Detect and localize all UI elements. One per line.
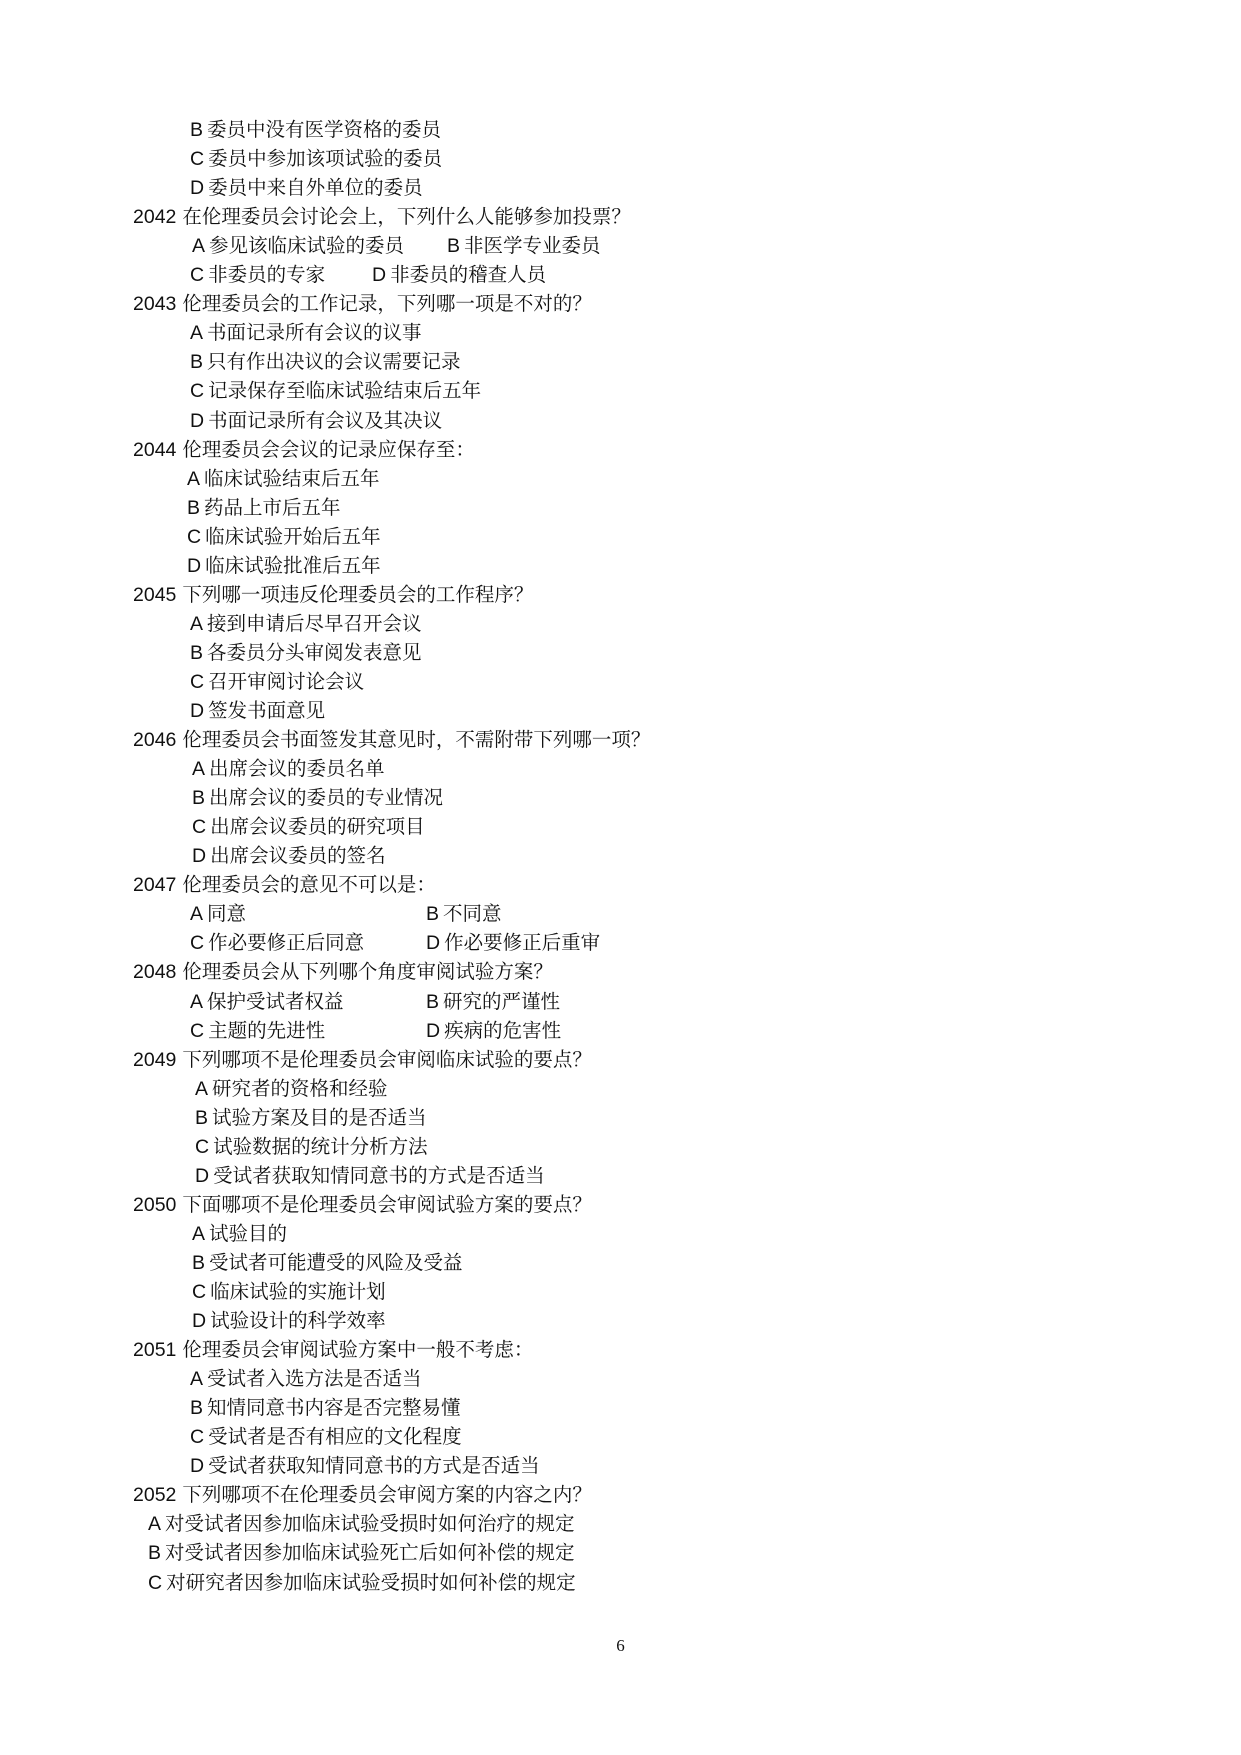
option-text: 只有作出决议的会议需要记录 (207, 350, 461, 373)
option-letter: B (192, 1252, 206, 1274)
option-line (195, 1076, 388, 1102)
option-text: 接到申请后尽早召开会议 (207, 612, 422, 635)
option-text: 非委员的稽查人员 (390, 263, 547, 286)
option-line (190, 1366, 422, 1392)
option-letter: A (192, 758, 206, 780)
option-text: 临床试验批准后五年 (205, 554, 381, 577)
option-text: 疾病的危害性 (444, 1019, 562, 1042)
question-line (133, 1047, 592, 1073)
question-line (133, 959, 553, 985)
option-line (426, 930, 600, 956)
option-letter: B (190, 119, 204, 141)
option-letter: D (372, 264, 387, 286)
option-letter: B (426, 991, 440, 1013)
option-text: 研究的严谨性 (443, 990, 561, 1013)
question-text: 伦理委员会审阅试验方案中一般不考虑： (182, 1338, 534, 1361)
question-line (133, 204, 631, 230)
option-text: 对研究者因参加临床试验受损时如何补偿的规定 (166, 1571, 576, 1594)
option-letter: D (426, 1020, 441, 1042)
option-line (195, 1163, 545, 1189)
option-text: 出席会议的委员名单 (209, 757, 385, 780)
option-text: 作必要修正后同意 (208, 931, 365, 954)
option-letter: B (190, 1397, 204, 1419)
option-text: 非委员的专家 (208, 263, 326, 286)
option-text: 委员中来自外单位的委员 (208, 176, 423, 199)
question-number: 2049 (133, 1049, 177, 1071)
option-text: 受试者可能遭受的风险及受益 (209, 1251, 463, 1274)
option-letter: B (426, 903, 440, 925)
option-text: 参见该临床试验的委员 (209, 234, 405, 257)
question-line (133, 872, 436, 898)
option-line (190, 175, 423, 201)
option-line (190, 378, 481, 404)
option-text: 不同意 (443, 902, 502, 925)
option-text: 作必要修正后重审 (444, 931, 601, 954)
question-line (133, 1337, 533, 1363)
question-text: 下列哪一项违反伦理委员会的工作程序？ (182, 583, 534, 606)
option-line (148, 1511, 575, 1537)
option-line (426, 1018, 561, 1044)
option-line (195, 1105, 427, 1131)
option-letter: C (190, 1020, 205, 1042)
option-text: 临床试验的实施计划 (210, 1280, 386, 1303)
option-line (192, 1308, 386, 1334)
option-text: 试验设计的科学效率 (210, 1309, 386, 1332)
option-text: 记录保存至临床试验结束后五年 (208, 379, 482, 402)
question-number: 2045 (133, 584, 177, 606)
option-line (190, 901, 246, 927)
option-letter: D (190, 410, 205, 432)
option-letter: C (190, 148, 205, 170)
option-text: 同意 (207, 902, 247, 925)
option-letter: D (187, 555, 202, 577)
option-line (187, 524, 381, 550)
option-line (190, 640, 422, 666)
option-line (447, 233, 601, 259)
option-line (190, 989, 344, 1015)
option-line (372, 262, 546, 288)
question-line (133, 291, 592, 317)
option-letter: C (190, 380, 205, 402)
option-line (148, 1570, 576, 1596)
option-text: 药品上市后五年 (204, 496, 341, 519)
option-line (192, 756, 385, 782)
option-line (190, 1453, 540, 1479)
option-text: 知情同意书内容是否完整易懂 (207, 1396, 461, 1419)
option-line (190, 349, 461, 375)
question-text: 伦理委员会的意见不可以是： (182, 873, 436, 896)
option-line (190, 1018, 325, 1044)
question-number: 2046 (133, 729, 177, 751)
option-text: 召开审阅讨论会议 (208, 670, 365, 693)
option-letter: B (195, 1107, 209, 1129)
option-letter: B (192, 787, 206, 809)
option-letter: A (187, 468, 201, 490)
option-text: 受试者获取知情同意书的方式是否适当 (213, 1164, 545, 1187)
option-text: 受试者入选方法是否适当 (207, 1367, 422, 1390)
option-line (190, 320, 422, 346)
question-text: 伦理委员会书面签发其意见时，不需附带下列哪一项？ (182, 728, 651, 751)
option-text: 主题的先进性 (208, 1019, 326, 1042)
option-text: 出席会议的委员的专业情况 (209, 786, 444, 809)
question-number: 2042 (133, 206, 177, 228)
option-letter: B (190, 351, 204, 373)
option-line (195, 1134, 428, 1160)
option-line (190, 262, 325, 288)
option-letter: B (148, 1542, 162, 1564)
option-line (190, 1395, 461, 1421)
question-text: 在伦理委员会讨论会上，下列什么人能够参加投票？ (182, 205, 631, 228)
option-letter: C (187, 526, 202, 548)
option-line (426, 901, 502, 927)
question-text: 伦理委员会的工作记录，下列哪一项是不对的？ (182, 292, 592, 315)
option-letter: A (190, 322, 204, 344)
question-number: 2047 (133, 874, 177, 896)
option-text: 书面记录所有会议的议事 (207, 321, 422, 344)
option-line (190, 698, 325, 724)
option-letter: A (190, 991, 204, 1013)
option-text: 临床试验开始后五年 (205, 525, 381, 548)
option-letter: C (195, 1136, 210, 1158)
option-letter: C (190, 1426, 205, 1448)
option-text: 临床试验结束后五年 (204, 467, 380, 490)
option-line (192, 233, 404, 259)
option-line (190, 1424, 462, 1450)
question-text: 下列哪项不在伦理委员会审阅方案的内容之内？ (182, 1483, 592, 1506)
option-line (190, 611, 422, 637)
option-letter: B (187, 497, 201, 519)
option-text: 非医学专业委员 (464, 234, 601, 257)
option-letter: A (190, 1368, 204, 1390)
option-text: 试验数据的统计分析方法 (213, 1135, 428, 1158)
option-line (187, 495, 341, 521)
question-line (133, 582, 533, 608)
question-line (133, 727, 650, 753)
question-number: 2050 (133, 1194, 177, 1216)
question-line (133, 1482, 592, 1508)
option-line (187, 553, 381, 579)
option-letter: D (190, 700, 205, 722)
option-line (192, 843, 386, 869)
option-text: 签发书面意见 (208, 699, 326, 722)
option-text: 对受试者因参加临床试验受损时如何治疗的规定 (165, 1512, 575, 1535)
option-letter: C (148, 1572, 163, 1594)
option-letter: A (192, 1223, 206, 1245)
option-letter: A (148, 1513, 162, 1535)
question-number: 2051 (133, 1339, 177, 1361)
option-letter: B (190, 642, 204, 664)
question-number: 2044 (133, 439, 177, 461)
option-letter: D (195, 1165, 210, 1187)
option-letter: D (192, 1310, 207, 1332)
option-letter: A (195, 1078, 209, 1100)
option-letter: C (192, 1281, 207, 1303)
option-text: 试验方案及目的是否适当 (212, 1106, 427, 1129)
option-text: 委员中没有医学资格的委员 (207, 118, 442, 141)
option-line (190, 930, 364, 956)
option-line (190, 669, 364, 695)
question-text: 伦理委员会会议的记录应保存至： (182, 438, 475, 461)
option-line (190, 146, 442, 172)
option-letter: B (447, 235, 461, 257)
option-text: 对受试者因参加临床试验死亡后如何补偿的规定 (165, 1541, 575, 1564)
question-text: 伦理委员会从下列哪个角度审阅试验方案？ (182, 960, 553, 983)
option-line (192, 785, 443, 811)
option-letter: D (192, 845, 207, 867)
option-line (192, 1221, 287, 1247)
option-line (426, 989, 560, 1015)
option-line (148, 1540, 575, 1566)
option-line (190, 117, 441, 143)
option-letter: D (190, 1455, 205, 1477)
option-line (190, 408, 442, 434)
option-text: 出席会议委员的签名 (210, 844, 386, 867)
option-line (192, 814, 425, 840)
option-letter: A (190, 903, 204, 925)
option-letter: D (190, 177, 205, 199)
option-letter: C (190, 264, 205, 286)
option-letter: D (426, 932, 441, 954)
option-line (192, 1279, 386, 1305)
option-text: 保护受试者权益 (207, 990, 344, 1013)
option-text: 试验目的 (209, 1222, 288, 1245)
option-text: 书面记录所有会议及其决议 (208, 409, 443, 432)
page-number: 6 (616, 1636, 625, 1655)
question-text: 下列哪项不是伦理委员会审阅临床试验的要点？ (182, 1048, 592, 1071)
option-letter: C (192, 816, 207, 838)
option-text: 研究者的资格和经验 (212, 1077, 388, 1100)
question-line (133, 437, 475, 463)
option-letter: A (192, 235, 206, 257)
option-letter: C (190, 932, 205, 954)
question-number: 2052 (133, 1484, 177, 1506)
option-line (192, 1250, 463, 1276)
option-letter: C (190, 671, 205, 693)
option-text: 委员中参加该项试验的委员 (208, 147, 443, 170)
option-line (187, 466, 380, 492)
option-letter: A (190, 613, 204, 635)
option-text: 受试者是否有相应的文化程度 (208, 1425, 462, 1448)
question-line (133, 1192, 592, 1218)
option-text: 各委员分头审阅发表意见 (207, 641, 422, 664)
question-number: 2043 (133, 293, 177, 315)
option-text: 出席会议委员的研究项目 (210, 815, 425, 838)
question-number: 2048 (133, 961, 177, 983)
option-text: 受试者获取知情同意书的方式是否适当 (208, 1454, 540, 1477)
question-text: 下面哪项不是伦理委员会审阅试验方案的要点？ (182, 1193, 592, 1216)
